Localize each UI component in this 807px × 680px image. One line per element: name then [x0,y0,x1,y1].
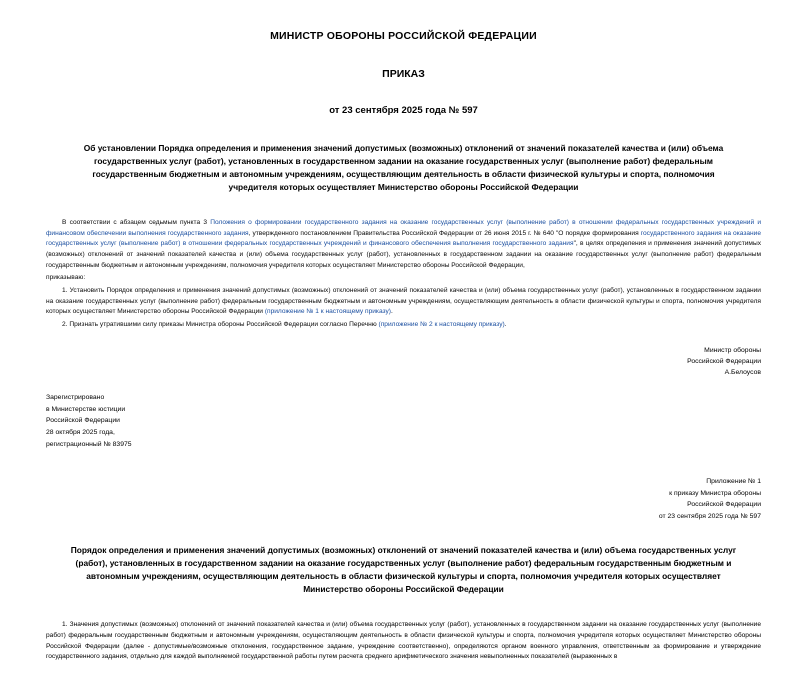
registration-line-5: регистрационный № 83975 [46,440,132,448]
body-item-2: 2. Признать утратившими силу приказы Министра обороны Российской Федерации согласно Перечню (приложение № 2 к настоящему приказу). [62,321,507,329]
appendix-ref-line-3: Российской Федерации [687,501,761,509]
body-item-1-appendix-link[interactable]: (приложение № 1 к настоящему приказу) [264,308,391,316]
order-word: приказываю: [46,274,86,282]
document-kind: ПРИКАЗ [382,68,425,80]
appendix-reference-block [46,476,761,522]
document-date-number: от 23 сентября 2025 года № 597 [329,105,478,116]
body-paragraph-1: В соответствии с абзацем седьмым пункта 3 Положения о формировании государственного задания на оказание государственных услуг (выполнение работ) в отношении федеральных государственных учреждений и финансовом обеспечении выполнения государственного задания, утвержденного постановлением Правительства Российской Федерации от 26 июня 2015 г. № 640 "О порядке формирования государственного задания на оказание государственных услуг (выполнение работ) в отношении федеральных государственных учреждений и финансового обеспечения выполнения государственного задания", в целях определения и применения значений допустимых (возможных) отклонений от значений показателей качества и (или) объема государственных услуг (работ), установленных в государственном задании на оказание государственных услуг (выполнение работ) федеральным государственным бюджетным и автономным учреждениям, полномочия учредителя которых осуществляет Министерство обороны Российской Федерации, [46,219,762,269]
appendix-ref-line-2: к приказу Министра обороны [669,489,761,497]
registration-block [46,392,761,450]
appendix-ref-line-4: от 23 сентября 2025 года № 597 [658,512,761,520]
registration-line-2: в Министерстве юстиции [46,405,126,413]
appendix-title: Порядок определения и применения значений допустимых (возможных) отклонений от значений показателей качества и (или) объема государственных услуг (работ), установленных в государственном задании на оказание государственных услуг (выполнение работ) федеральным государственным бюджетным и автономным учреждениям, осуществляющим деятельность в области физической культуры и спорта, полномочия учредителя которых осуществляет Министерство обороны Российской Федерации [70,545,737,595]
registration-line-4: 28 октября 2025 года, [46,429,115,437]
appendix-ref-line-1: Приложение № 1 [706,478,761,486]
appendix-item-1: 1. Значения допустимых (возможных) отклонений от значений показателей качества и (или) объема государственных услуг (работ), установленных в государственном задании на оказание государственных услуг (выполнение работ) федеральным государственным бюджетным и автономным учреждениям, осуществляющим деятельность в области физической культуры и спорта, полномочия учредителя которых осуществляет Министерство обороны Российской Федерации (далее - допустимые/возможные отклонения, государственное задание, учреждение соответственно), определяются органом военного управления, ответственным за формирование и утверждение государственного задания, отдельно для каждой выполняемой государственной работы путем расчета среднего арифметического значения невыполненных показателей (выраженных в [46,621,761,661]
body-item-1: 1. Установить Порядок определения и применения значений допустимых (возможных) отклонений от значений показателей качества и (или) объема государственных услуг (работ), установленных в государственном задании на оказание государственных услуг (выполнение работ) федеральным государственным бюджетным и автономным учреждениям, осуществляющим деятельность в области физической культуры и спорта, полномочия учредителя которых осуществляет Министерство обороны Российской Федерации (приложение № 1 к настоящему приказу). [46,287,761,316]
signature-line-3: А.Белоусов [724,369,761,377]
signature-block [46,345,761,379]
signature-line-1: Министр обороны [704,346,761,354]
page-title: МИНИСТР ОБОРОНЫ РОССИЙСКОЙ ФЕДЕРАЦИИ [270,30,537,42]
document-subject: Об установлении Порядка определения и применения значений допустимых (возможных) отклонений от значений показателей качества и (или) объема государственных услуг (работ), установленных в государственном задании на оказание государственных услуг (выполнение работ) федеральным государственным бюджетным и автономным учреждениям, осуществляющим деятельность в области физической культуры и спорта, полномочия учредителя которых осуществляет Министерство обороны Российской Федерации [83,143,724,193]
registration-line-1: Зарегистрировано [46,394,105,402]
signature-line-2: Российской Федерации [687,357,761,365]
legal-reference-1[interactable]: Положения о формировании государственного задания на оказание государственных услуг (выполнение работ) в отношении федеральных государственных учреждений и финансовом обеспечении выполнения государственного задания [46,219,762,237]
registration-line-3: Российской Федерации [46,417,120,425]
legal-reference-2[interactable]: государственного задания на оказание государственных услуг (выполнение работ) в отношении федеральных государственных учреждений и финансового обеспечения выполнения государственного задания [46,229,761,248]
appendix-body [46,620,761,663]
document-body [46,218,761,331]
body-item-2-appendix-link[interactable]: (приложение № 2 к настоящему приказу) [378,321,505,329]
